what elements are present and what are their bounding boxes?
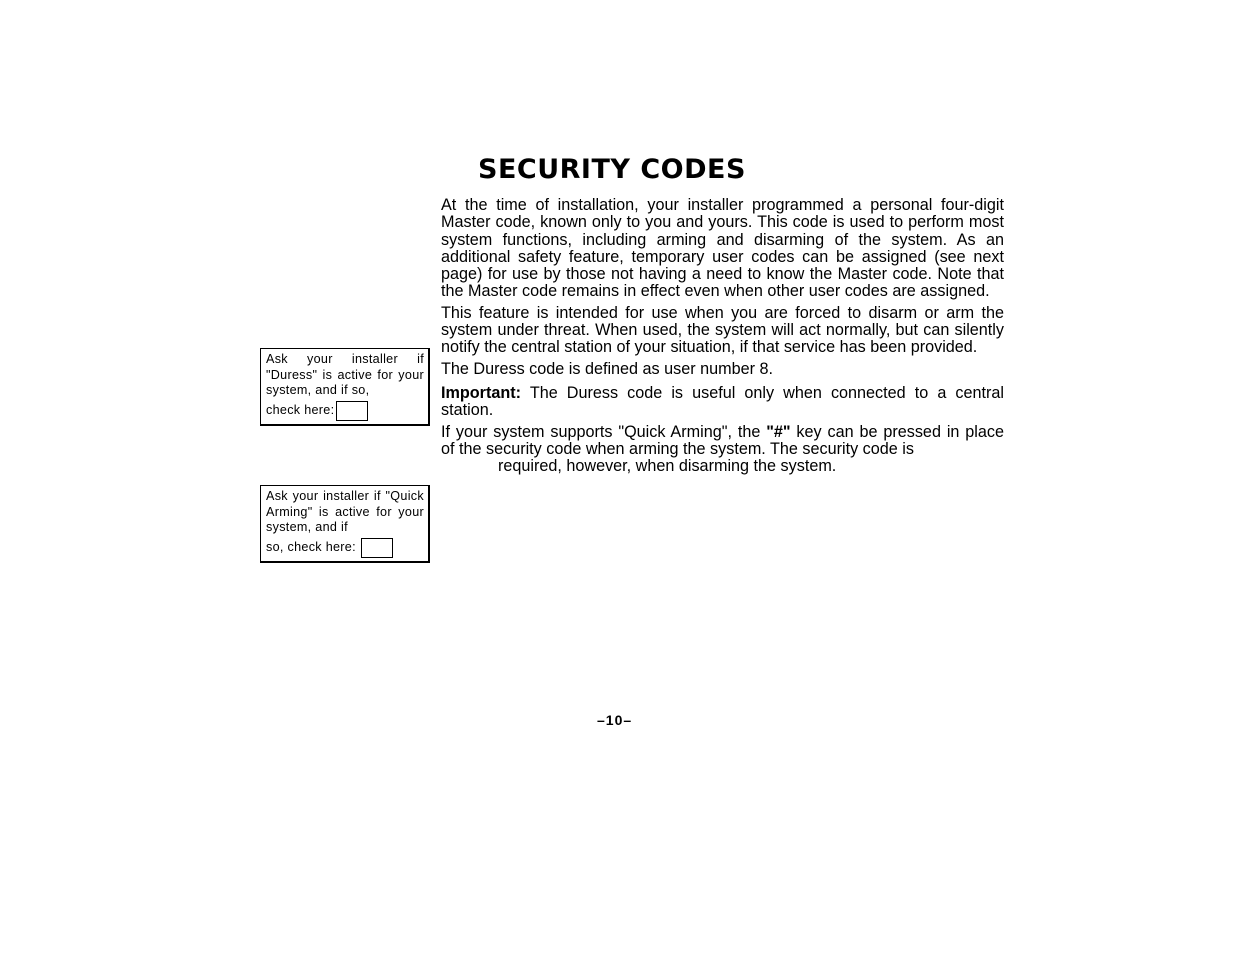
important-label: Important: bbox=[441, 383, 522, 402]
duress-checkbox[interactable] bbox=[336, 401, 368, 421]
quick-text-a: If your system supports "Quick Arming", the bbox=[441, 422, 767, 441]
paragraph-quick-arming bbox=[441, 424, 1004, 476]
paragraph-duress-user: The Duress code is defined as user number 8. bbox=[441, 359, 774, 378]
page-number: –10– bbox=[597, 712, 633, 728]
paragraph-intro: At the time of installation, your installer programmed a personal four-digit Master code, known only to you and yours. This code is used to perform most system functions, including arming and disarming of the system. As an additional safety feature, temporary user codes can be assigned (see next page) for use by those not having a need to know the Master code. Note that the Master code remains in effect even when other user codes are assigned. bbox=[441, 196, 1004, 301]
side-note-duress bbox=[260, 348, 430, 426]
quick-key: "#" bbox=[766, 422, 791, 441]
quick-arming-checkbox[interactable] bbox=[361, 538, 393, 558]
important-text: The Duress code is useful only when connected to a central station. bbox=[441, 383, 1004, 420]
side-note-duress-text: Ask your installer if "Duress" is active for your system, and if so, bbox=[266, 352, 424, 398]
paragraph-important bbox=[441, 385, 1004, 420]
main-text bbox=[441, 197, 1004, 479]
quick-text-c: required, however, when disarming the system. bbox=[498, 457, 837, 476]
side-note-duress-check-label: check here: bbox=[266, 402, 335, 417]
side-note-quick-check-label: so, check here: bbox=[266, 539, 356, 554]
side-note-quick-text: Ask your installer if "Quick Arming" is active for your system, and if bbox=[266, 489, 424, 535]
side-note-quick-checkline bbox=[266, 538, 424, 558]
quick-text-b: key can be pressed in place of the security code when arming the system. The security code is bbox=[441, 422, 1004, 458]
paragraph-duress: This feature is intended for use when you are forced to disarm or arm the system under threat. When used, the system will act normally, but can silently notify the central station of your situation, if that service has been provided. bbox=[441, 303, 1004, 357]
side-note-quick-arming bbox=[260, 485, 430, 563]
page-title: SECURITY CODES bbox=[478, 154, 746, 185]
side-note-duress-checkline bbox=[266, 401, 424, 421]
